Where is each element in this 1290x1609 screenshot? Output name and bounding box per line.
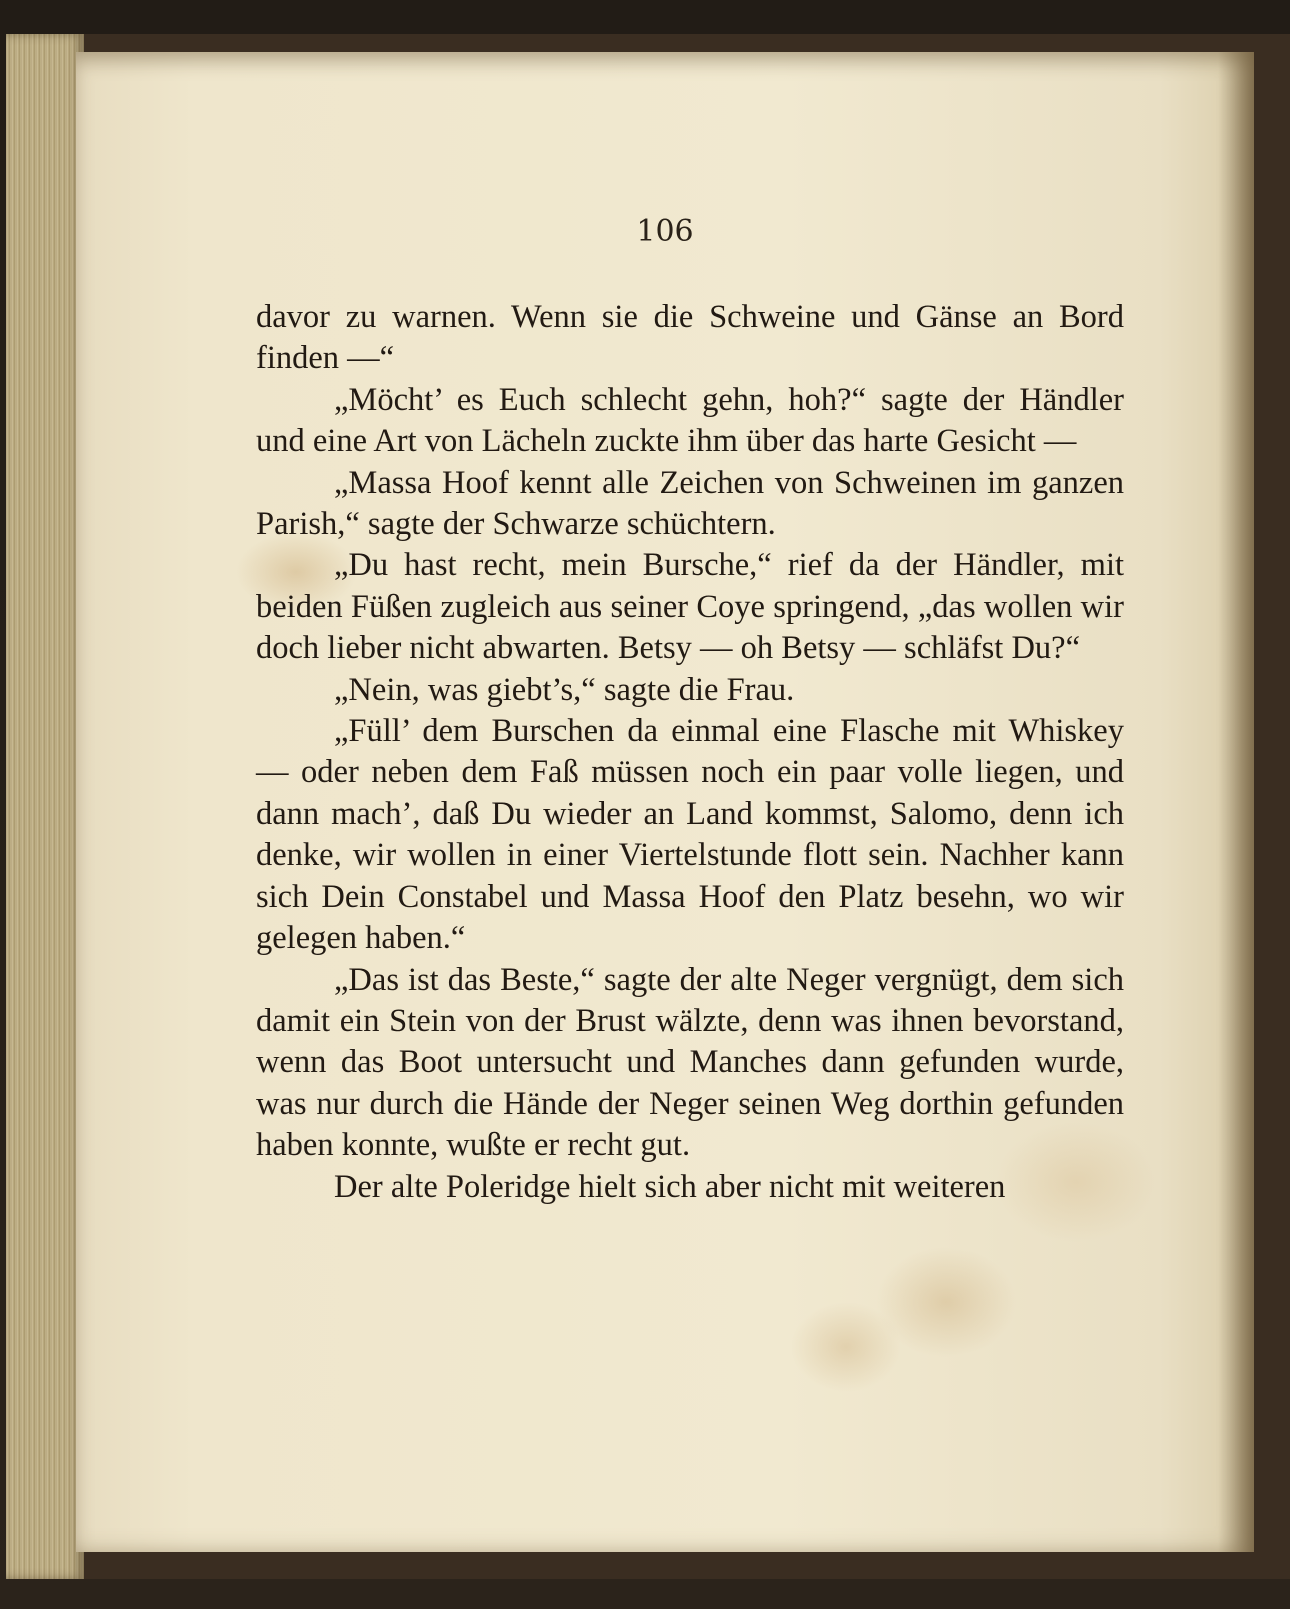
paragraph: „Nein, was giebt’s,“ sagte die Frau. — [334, 671, 795, 708]
page — [76, 52, 1254, 1552]
body-text — [256, 297, 1124, 1208]
paragraph: „Du hast recht, mein Bursche,“ rief da der Händler, mit beiden Füßen zugleich aus seiner Coye springend, „das wollen wir doch lieber nicht abwarten. Betsy — oh Betsy — schläfst Du?“ — [256, 547, 1124, 667]
page-edges — [6, 34, 84, 1579]
paragraph: Der alte Poleridge hielt sich aber nicht mit weiteren — [334, 1168, 1006, 1205]
paragraph: „Möcht’ es Euch schlecht gehn, hoh?“ sagte der Händler und eine Art von Lächeln zuckte ihm über das harte Gesicht — — [256, 381, 1124, 460]
paragraph: „Das ist das Beste,“ sagte der alte Neger vergnügt, dem sich damit ein Stein von der Brust wälzte, denn was ihnen bevorstand, wenn das Boot untersucht und Manches dann gefunden wurde, was nur durch die Hände der Neger seinen Weg dorthin gefunden haben konnte, wußte er recht gut. — [256, 961, 1124, 1164]
book — [6, 34, 1290, 1579]
binding-gutter — [1218, 52, 1254, 1552]
paragraph: „Füll’ dem Burschen da einmal eine Flasche mit Whiskey — oder neben dem Faß müssen noch ein paar volle liegen, und dann mach’, daß Du wieder an Land kommst, Salomo, denn ich denke, wir wollen in einer Viertelstunde flott sein. Nachher kann sich Dein Constabel und Massa Hoof den Platz besehn, wo wir gelegen haben.“ — [256, 713, 1124, 957]
paragraph: „Massa Hoof kennt alle Zeichen von Schweinen im ganzen Parish,“ sagte der Schwarze schüchtern. — [256, 464, 1124, 543]
page-number: 106 — [636, 214, 694, 249]
paragraph: davor zu warnen. Wenn sie die Schweine und Gänse an Bord finden —“ — [256, 299, 1124, 377]
